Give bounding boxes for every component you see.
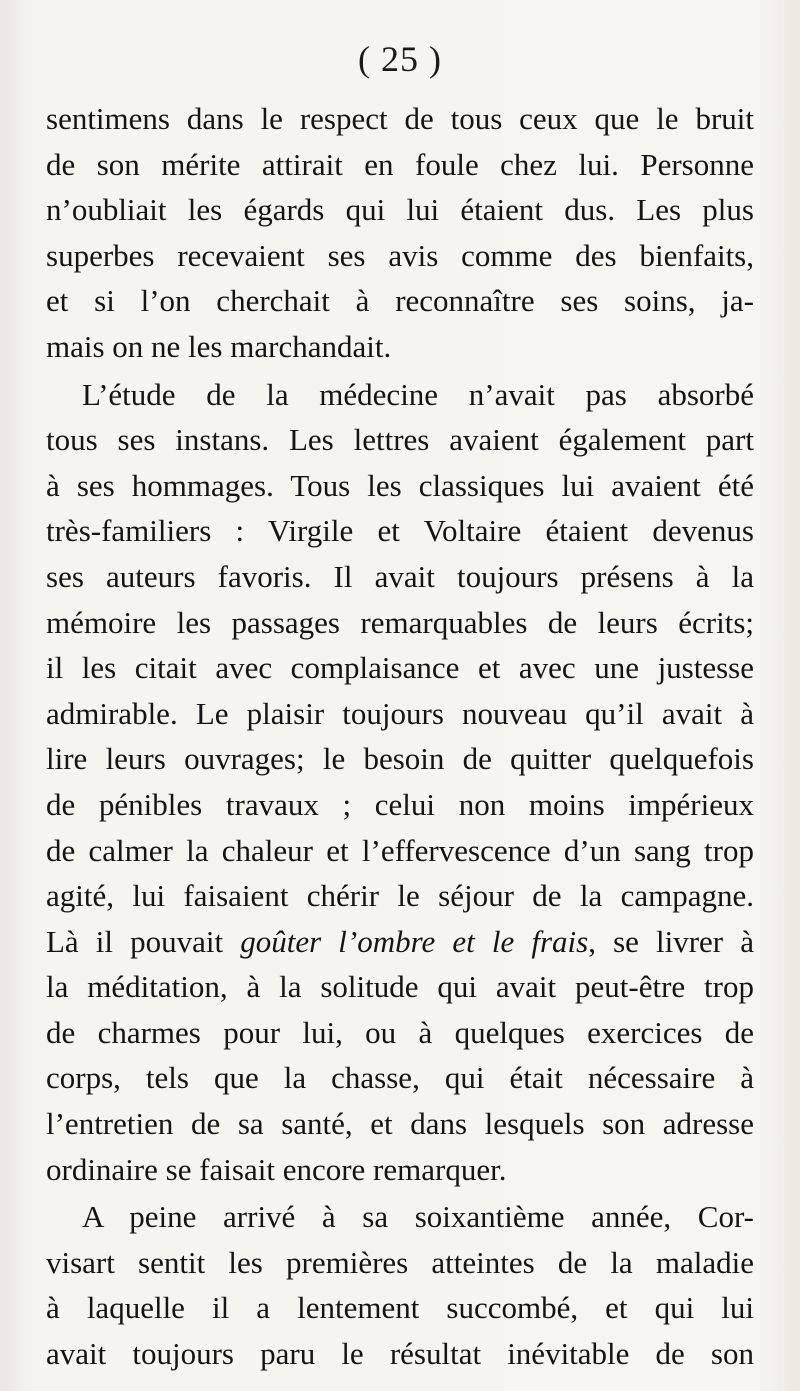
body-text bbox=[46, 96, 754, 1377]
text-line: très-familiers : Virgile et Voltaire étaient devenus bbox=[46, 513, 754, 549]
text-line: de charmes pour lui, ou à quelques exercices de bbox=[46, 1014, 754, 1050]
paragraph-2 bbox=[46, 372, 754, 1193]
text-line: tous ses instans. Les lettres avaient également part bbox=[46, 422, 754, 458]
text-line: agité, lui faisaient chérir le séjour de la campagne. bbox=[46, 878, 754, 914]
paragraph-3 bbox=[46, 1194, 754, 1376]
text-line: ordinaire se faisait encore remarquer. bbox=[46, 1151, 507, 1187]
text-line: l’entretien de sa santé, et dans lesquels son adresse bbox=[46, 1106, 754, 1142]
text-line: visart sentit les premières atteintes de la maladie bbox=[46, 1244, 754, 1280]
text-line: L’étude de la médecine n’avait pas absorbé bbox=[82, 376, 754, 412]
text-line: admirable. Le plaisir toujours nouveau qu’il avait à bbox=[46, 695, 754, 731]
text-line: A peine arrivé à sa soixantième année, Cor- bbox=[82, 1199, 754, 1235]
text-line: avait toujours paru le résultat inévitable de son bbox=[46, 1336, 754, 1372]
text-line: n’oubliait les égards qui lui étaient dus. Les plus bbox=[46, 192, 754, 228]
text-line: de calmer la chaleur et l’effervescence d’un sang trop bbox=[46, 832, 754, 868]
text-line: de pénibles travaux ; celui non moins impérieux bbox=[46, 786, 754, 822]
text-segment: Là il pouvait bbox=[46, 923, 241, 959]
text-line: à laquelle il a lentement succombé, et qui lui bbox=[46, 1290, 754, 1326]
text-line: corps, tels que la chasse, qui était nécessaire à bbox=[46, 1060, 754, 1096]
text-line: superbes recevaient ses avis comme des bienfaits, bbox=[46, 237, 754, 273]
text-line: il les citait avec complaisance et avec une justesse bbox=[46, 650, 754, 686]
text-line: de son mérite attirait en foule chez lui. Personne bbox=[46, 146, 754, 182]
page-number: ( 25 ) bbox=[358, 39, 442, 79]
text-line: et si l’on cherchait à reconnaître ses soins, ja- bbox=[46, 283, 754, 319]
text-line: sentimens dans le respect de tous ceux que le bruit bbox=[46, 101, 754, 136]
text-line: mais on ne les marchandait. bbox=[46, 328, 392, 364]
text-line: mémoire les passages remarquables de leurs écrits; bbox=[46, 604, 754, 640]
text-segment: , se livrer à bbox=[588, 923, 754, 959]
paragraph-1 bbox=[46, 96, 754, 370]
text-line: lire leurs ouvrages; le besoin de quitter quelquefois bbox=[46, 741, 754, 777]
text-line-italic bbox=[46, 919, 754, 965]
text-line: à ses hommages. Tous les classiques lui avaient été bbox=[46, 467, 754, 503]
italic-quote: goûter l’ombre et le frais bbox=[240, 923, 589, 959]
text-line: ses auteurs favoris. Il avait toujours présens à la bbox=[46, 558, 754, 594]
text-line: la méditation, à la solitude qui avait peut-être trop bbox=[46, 969, 754, 1005]
